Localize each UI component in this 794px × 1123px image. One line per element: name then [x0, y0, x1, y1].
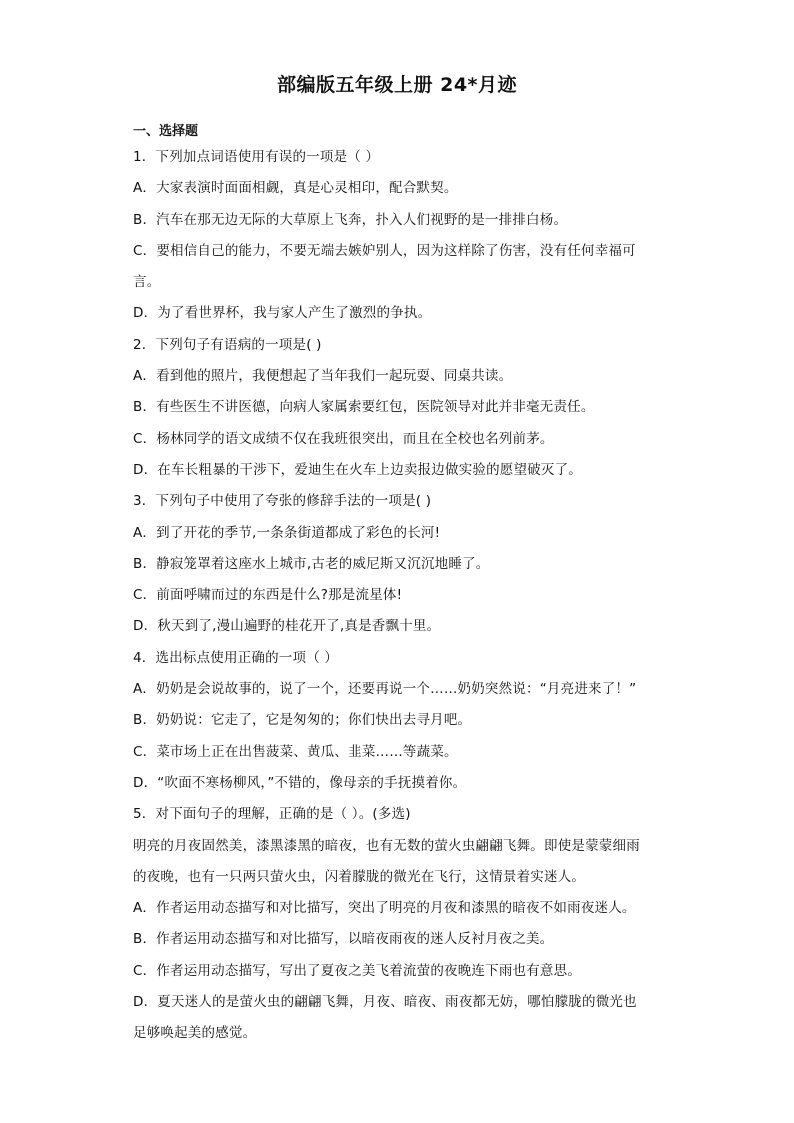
question-5-option-d-continued: 足够唤起美的感觉。 — [133, 1025, 257, 1042]
question-2-option-b: B．有些医生不讲医德，向病人家属索要红包，医院领导对此并非毫无责任。 — [133, 399, 595, 416]
question-5-option-d: D．夏天迷人的是萤火虫的翩翩飞舞，月夜、暗夜、雨夜都无妨，哪怕朦胧的微光也 — [133, 994, 637, 1011]
question-4-option-b: B．奶奶说：它走了，它是匆匆的；你们快出去寻月吧。 — [133, 712, 472, 729]
section-heading: 一、选择题 — [133, 124, 199, 139]
question-5-stem: 5．对下面句子的理解，正确的是（ ）。(多选) — [133, 806, 411, 823]
question-1-option-b: B．汽车在那无边无际的大草原上飞奔，扑入人们视野的是一排排白杨。 — [133, 211, 568, 228]
question-1-option-c-continued: 言。 — [133, 274, 161, 291]
question-4-stem: 4．选出标点使用正确的一项（ ） — [133, 649, 339, 666]
question-3-option-c: C．前面呼啸而过的东西是什么?那是流星体! — [133, 587, 403, 604]
question-2-option-d: D．在车长粗暴的干涉下，爱迪生在火车上边卖报边做实验的愿望破灭了。 — [133, 461, 582, 478]
question-5-option-a: A．作者运用动态描写和对比描写，突出了明亮的月夜和漆黑的暗夜不如雨夜迷人。 — [133, 900, 636, 917]
question-3-option-a: A．到了开花的季节,一条条街道都成了彩色的长河! — [133, 524, 441, 541]
question-2-option-c: C．杨林同学的语文成绩不仅在我班很突出，而且在全校也名列前茅。 — [133, 430, 554, 447]
question-3-stem: 3．下列句子中使用了夸张的修辞手法的一项是( ) — [133, 493, 432, 510]
document-title: 部编版五年级上册 24*月迹 — [277, 74, 517, 96]
question-1-option-a: A．大家表演时面面相觑，真是心灵相印，配合默契。 — [133, 180, 458, 197]
question-4-option-a: A．奶奶是会说故事的，说了一个，还要再说一个……奶奶突然说：“月亮进来了！” — [133, 681, 637, 698]
question-1-option-c: C．要相信自己的能力，不要无端去嫉妒别人，因为这样除了伤害，没有任何幸福可 — [133, 242, 636, 259]
question-2-stem: 2．下列句子有语病的一项是( ) — [133, 336, 322, 353]
question-5-option-b: B．作者运用动态描写和对比描写，以暗夜雨夜的迷人反衬月夜之美。 — [133, 931, 554, 948]
question-3-option-d: D．秋天到了,漫山遍野的桂花开了,真是香飘十里。 — [133, 618, 441, 635]
question-1-option-d: D．为了看世界杯，我与家人产生了激烈的争执。 — [133, 305, 432, 322]
question-2-option-a: A．看到他的照片，我便想起了当年我们一起玩耍、同桌共读。 — [133, 368, 513, 385]
question-1-stem: 1．下列加点词语使用有误的一项是（ ） — [133, 149, 380, 165]
question-4-option-d: D．“吹面不寒杨柳风，”不错的，像母亲的手抚摸着你。 — [133, 774, 467, 791]
question-5-passage: 明亮的月夜固然美，漆黑漆黑的暗夜，也有无数的萤火虫翩翩飞舞。即使是蒙蒙细雨 — [133, 837, 640, 854]
question-list — [133, 122, 663, 1050]
question-4-option-c: C．菜市场上正在出售菠菜、黄瓜、韭菜……等蔬菜。 — [133, 743, 458, 760]
question-5-passage-continued: 的夜晚，也有一只两只萤火虫，闪着朦胧的微光在飞行，这情景着实迷人。 — [133, 868, 586, 885]
question-5-option-c: C．作者运用动态描写，写出了夏夜之美飞着流萤的夜晚连下雨也有意思。 — [133, 962, 582, 979]
question-3-option-b: B．静寂笼罩着这座水上城市,古老的威尼斯又沉沉地睡了。 — [133, 555, 490, 572]
